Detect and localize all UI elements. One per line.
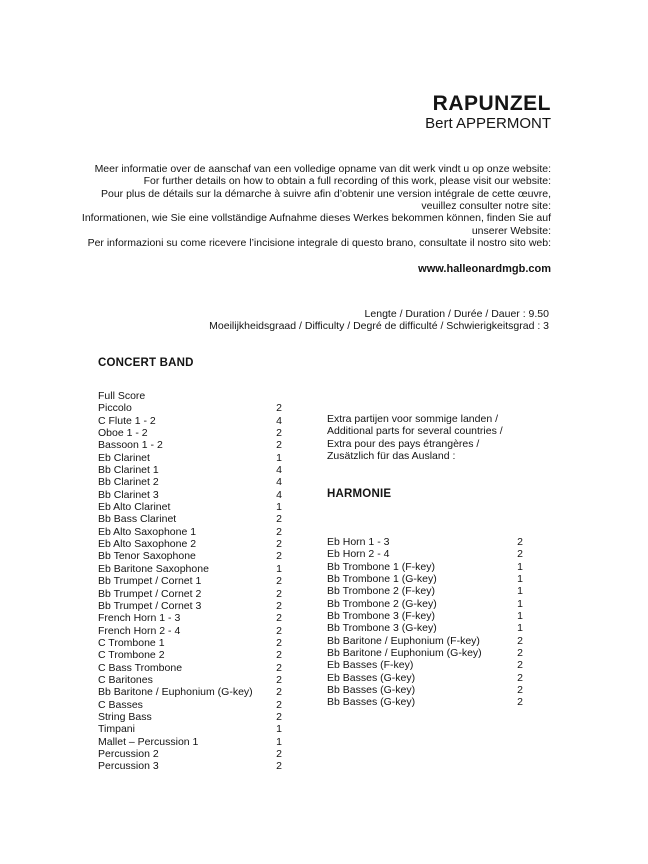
duration-difficulty-block — [209, 308, 549, 333]
instrument-name: C Flute 1 - 2 — [98, 414, 156, 427]
instrument-row — [327, 635, 523, 647]
instrument-quantity: 1 — [276, 562, 282, 575]
duration-line: Lengte / Duration / Durée / Dauer : 9.50 — [364, 308, 549, 320]
info-line: Informationen, wie Sie eine vollständige Aufnahme dieses Werkes bekommen können, finden Sie auf — [81, 212, 551, 225]
instrument-row — [98, 575, 282, 587]
instrument-quantity: 4 — [276, 414, 282, 427]
instrument-name: French Horn 2 - 4 — [98, 624, 181, 637]
recording-info-paragraph — [51, 163, 551, 249]
instrument-row — [98, 439, 282, 451]
extra-parts-line: Additional parts for several countries / — [327, 425, 503, 438]
instrument-row — [327, 610, 523, 622]
difficulty-line: Moeilijkheidsgraad / Difficulty / Degré de difficulté / Schwierigkeitsgrad : 3 — [209, 320, 549, 333]
extra-parts-note — [327, 413, 503, 462]
instrument-row — [327, 696, 523, 708]
instrument-name: Percussion 2 — [98, 747, 159, 760]
instrument-name: Eb Alto Saxophone 2 — [98, 538, 197, 551]
instrument-quantity: 1 — [517, 573, 523, 586]
instrument-row — [98, 415, 282, 427]
instrument-name: Bb Clarinet 2 — [98, 476, 159, 489]
extra-parts-line: Extra pour des pays étrangères / — [327, 437, 480, 450]
instrument-row — [98, 723, 282, 735]
instrument-row — [98, 588, 282, 600]
instrument-name: C Basses — [98, 698, 143, 711]
instrument-quantity: 1 — [517, 560, 523, 573]
instrument-quantity: 2 — [276, 649, 282, 662]
instrument-name: Bb Bass Clarinet — [98, 513, 177, 526]
instrument-quantity: 2 — [276, 624, 282, 637]
info-line: Per informazioni su come ricevere l’incisione integrale di questo brano, consultate il nostro sito web: — [87, 237, 551, 250]
instrument-row — [98, 748, 282, 760]
instrument-row — [327, 598, 523, 610]
instrument-name: Full Score — [98, 390, 146, 402]
instrument-name: Timpani — [98, 723, 135, 736]
instrument-quantity: 2 — [276, 538, 282, 551]
instrument-row — [98, 427, 282, 439]
instrument-row — [98, 760, 282, 772]
instrument-row — [98, 686, 282, 698]
instrument-row — [327, 536, 523, 548]
instrument-quantity: 1 — [276, 723, 282, 736]
instrument-row — [327, 573, 523, 585]
instrument-quantity: 2 — [276, 747, 282, 760]
instrument-quantity: 2 — [517, 647, 523, 660]
instrument-quantity: 2 — [517, 696, 523, 709]
instrument-row — [98, 489, 282, 501]
instrument-name: Piccolo — [98, 402, 132, 415]
instrument-quantity: 2 — [517, 536, 523, 548]
instrument-name: Eb Horn 2 - 4 — [327, 548, 390, 561]
instrument-quantity: 1 — [276, 451, 282, 464]
instrument-name: Eb Baritone Saxophone — [98, 562, 209, 575]
instrument-quantity: 2 — [276, 710, 282, 723]
instrument-name: C Baritones — [98, 673, 153, 686]
instrument-quantity: 2 — [276, 661, 282, 674]
instrument-name: Eb Basses (F-key) — [327, 659, 414, 672]
instrument-quantity: 4 — [276, 464, 282, 477]
instrument-quantity: 2 — [517, 659, 523, 672]
instrument-row — [327, 622, 523, 634]
instrument-row — [98, 402, 282, 414]
info-line: For further details on how to obtain a full recording of this work, please visit our website: — [143, 175, 551, 188]
composer-name: Bert APPERMONT — [425, 115, 551, 132]
instrument-name: Bb Trombone 1 (G-key) — [327, 573, 437, 586]
instrument-quantity: 1 — [517, 610, 523, 623]
instrument-name: Bb Clarinet 3 — [98, 488, 159, 501]
instrument-name: Eb Clarinet — [98, 451, 150, 464]
instrument-row — [98, 464, 282, 476]
instrument-name: Bb Trumpet / Cornet 2 — [98, 587, 202, 600]
instrument-name: Percussion 3 — [98, 760, 159, 773]
info-line: unserer Website: — [471, 224, 551, 237]
instrument-quantity: 2 — [276, 439, 282, 452]
instrument-row — [327, 672, 523, 684]
info-line: Meer informatie over de aanschaf van een volledige opname van dit werk vindt u op onze website: — [94, 163, 551, 175]
instrument-row — [327, 548, 523, 560]
instrument-row — [98, 563, 282, 575]
instrument-name: Oboe 1 - 2 — [98, 427, 148, 440]
instrument-row — [98, 674, 282, 686]
instrument-name: Bb Basses (G-key) — [327, 696, 416, 709]
instrument-row — [98, 526, 282, 538]
instrument-name: Bb Tenor Saxophone — [98, 550, 196, 563]
instrument-name: Bb Clarinet 1 — [98, 464, 159, 477]
instrument-row — [327, 561, 523, 573]
instrument-row — [98, 699, 282, 711]
instrument-name: Bb Trombone 2 (F-key) — [327, 585, 435, 598]
instrument-quantity: 2 — [276, 525, 282, 538]
instrument-quantity: 2 — [276, 550, 282, 563]
info-line: veuillez consulter notre site: — [421, 200, 551, 213]
instrument-quantity: 2 — [276, 402, 282, 415]
instrument-name: Bassoon 1 - 2 — [98, 439, 163, 452]
instrument-name: Bb Trombone 1 (F-key) — [327, 560, 435, 573]
instrument-name: C Trombone 2 — [98, 649, 165, 662]
instrument-quantity: 1 — [517, 585, 523, 598]
instrument-row — [327, 585, 523, 597]
instrument-row — [98, 390, 282, 402]
instrument-name: Eb Alto Clarinet — [98, 501, 171, 514]
extra-parts-line: Extra partijen voor sommige landen / — [327, 413, 498, 425]
concert-band-heading: CONCERT BAND — [98, 357, 194, 369]
instrument-quantity: 2 — [276, 760, 282, 773]
instrument-quantity: 2 — [276, 587, 282, 600]
instrument-row — [327, 647, 523, 659]
instrument-quantity: 2 — [276, 575, 282, 588]
instrument-row — [98, 600, 282, 612]
concert-band-parts-list — [98, 390, 282, 773]
title-block — [425, 92, 551, 132]
instrument-name: Eb Horn 1 - 3 — [327, 536, 390, 548]
extra-parts-line: Zusätzlich für das Ausland : — [327, 450, 456, 463]
instrument-name: Bb Trombone 3 (F-key) — [327, 610, 435, 623]
instrument-quantity: 4 — [276, 476, 282, 489]
instrument-row — [98, 550, 282, 562]
instrument-quantity — [274, 390, 282, 402]
instrument-quantity: 2 — [517, 548, 523, 561]
instrument-name: Eb Alto Saxophone 1 — [98, 525, 197, 538]
instrument-name: Mallet – Percussion 1 — [98, 735, 199, 748]
instrument-row — [98, 538, 282, 550]
instrument-quantity: 2 — [276, 636, 282, 649]
website-url: www.halleonardmgb.com — [418, 263, 551, 275]
instrument-row — [98, 649, 282, 661]
instrument-name: Bb Trumpet / Cornet 1 — [98, 575, 202, 588]
instrument-quantity: 2 — [276, 698, 282, 711]
instrument-name: Bb Basses (G-key) — [327, 684, 416, 697]
instrument-row — [98, 711, 282, 723]
instrument-quantity: 2 — [517, 634, 523, 647]
instrument-quantity: 1 — [517, 622, 523, 635]
instrument-name: Bb Trumpet / Cornet 3 — [98, 599, 202, 612]
instrument-row — [98, 452, 282, 464]
instrument-quantity: 2 — [517, 684, 523, 697]
instrument-name: French Horn 1 - 3 — [98, 612, 181, 625]
instrument-quantity: 2 — [276, 427, 282, 440]
instrument-row — [98, 513, 282, 525]
instrument-row — [98, 736, 282, 748]
instrument-quantity: 2 — [276, 599, 282, 612]
instrument-quantity: 4 — [276, 488, 282, 501]
instrument-quantity: 2 — [276, 673, 282, 686]
instrument-row — [98, 612, 282, 624]
instrument-quantity: 1 — [276, 501, 282, 514]
instrument-row — [98, 637, 282, 649]
harmonie-heading: HARMONIE — [327, 488, 392, 500]
instrument-name: Bb Trombone 3 (G-key) — [327, 622, 437, 635]
instrument-row — [98, 476, 282, 488]
instrument-row — [98, 501, 282, 513]
instrument-row — [327, 659, 523, 671]
instrument-quantity: 1 — [276, 735, 282, 748]
instrument-name: Bb Trombone 2 (G-key) — [327, 597, 437, 610]
instrument-row — [98, 625, 282, 637]
instrument-quantity: 2 — [517, 671, 523, 684]
instrument-row — [98, 662, 282, 674]
instrument-name: Bb Baritone / Euphonium (G-key) — [327, 647, 482, 660]
instrument-name: C Trombone 1 — [98, 636, 165, 649]
harmonie-parts-list — [327, 536, 523, 709]
instrument-quantity: 2 — [276, 513, 282, 526]
instrument-name: C Bass Trombone — [98, 661, 183, 674]
instrument-name: String Bass — [98, 710, 152, 723]
instrument-quantity: 1 — [517, 597, 523, 610]
instrument-quantity: 2 — [276, 686, 282, 699]
info-line: Pour plus de détails sur la démarche à suivre afin d’obtenir une version intégrale de cette œuvre, — [101, 187, 551, 200]
instrument-name: Bb Baritone / Euphonium (G-key) — [98, 686, 253, 699]
instrument-quantity: 2 — [276, 612, 282, 625]
instrument-name: Eb Basses (G-key) — [327, 671, 416, 684]
instrument-row — [327, 684, 523, 696]
page-title: RAPUNZEL — [432, 92, 551, 115]
instrument-name: Bb Baritone / Euphonium (F-key) — [327, 634, 480, 647]
